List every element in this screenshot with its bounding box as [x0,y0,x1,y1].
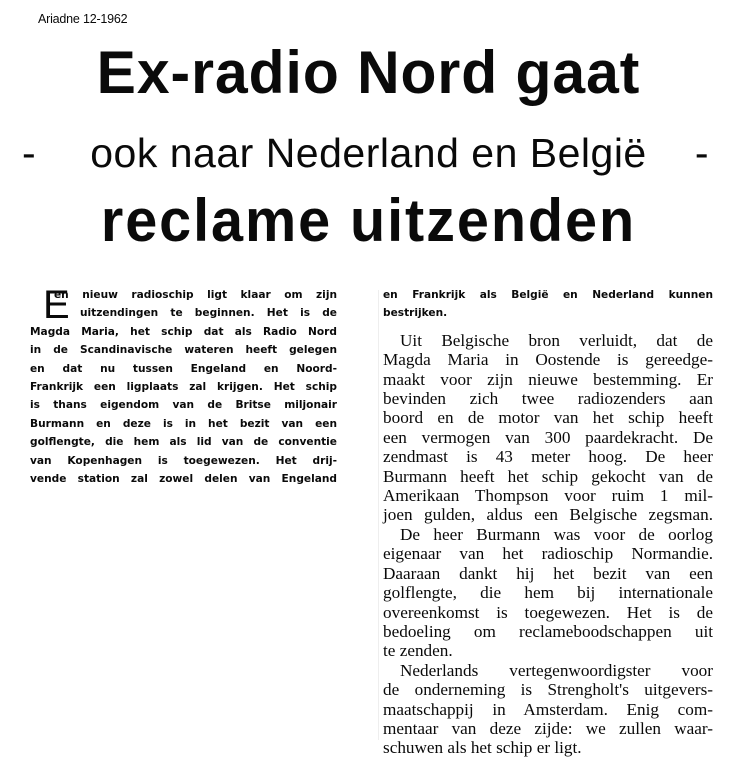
text-line: Uit Belgische bron verluidt, dat de [400,330,713,350]
text-line: Magda Maria in Oostende is gereedge- [383,350,713,370]
article-column-left [30,283,337,488]
text-line: en nieuw radioschip ligt klaar om zijn [54,289,337,301]
text-line: Frankrijk een ligplaats zal krijgen. Het schip [30,380,337,393]
text-line: golflengte, die hem als lid van de conventie [30,436,337,449]
text-line: en dat nu tussen Engeland en Noord- [30,362,337,375]
text-line: vende station zal zowel delen van Engeland [30,472,337,485]
subtitle-dash-left: - [22,130,37,176]
text-line: zendmast is 43 meter hoog. De heer [383,447,713,467]
text-line: Burmann heeft het schip gekocht van de [383,466,713,486]
text-line: Magda Maria, het schip dat als Radio Nord [30,325,337,338]
text-line: joen gulden, aldus een Belgische zegsman. [383,505,713,525]
text-line: in de Scandinavische wateren heeft gelegen [30,344,337,357]
text-line: te zenden. [383,641,453,661]
text-line: een vermogen van 300 paardekracht. De [383,427,713,447]
text-line: Amerikaan Thompson voor ruim 1 mil- [383,486,713,506]
paragraph-1 [383,331,713,525]
text-line: bestrijken. [383,307,448,320]
text-line: en Frankrijk als België en Nederland kunnen [383,289,713,301]
source-label: Ariadne 12-1962 [38,12,128,26]
drop-cap: E [43,283,70,327]
text-line: Burmann en deze is in het bezit van een [30,417,337,430]
subtitle-text: ook naar Nederland en België [90,130,647,176]
text-line: schuwen als het schip er ligt. [383,738,582,758]
paragraph-2 [383,525,713,661]
subtitle-dash-right: - [694,130,709,176]
headline-subtitle [0,130,737,177]
text-line: De heer Burmann was voor de oorlog [400,524,713,544]
article-column-right [383,286,713,758]
text-line: is thans eigendom van de Britse miljonair [30,399,337,412]
text-line: bevinden zich twee radiozenders aan [383,389,713,409]
intro-continuation [383,286,713,323]
text-line: bedoeling om reclameboodschappen uit [383,621,713,641]
text-line: boord en de motor van het schip heeft [383,408,713,428]
column-divider [378,290,379,740]
paragraph-3 [383,661,713,758]
text-line: maakt voor zijn nieuwe bestemming. Er [383,369,713,389]
text-line: Daaraan dankt hij het bezit van een [383,563,713,583]
headline-main: Ex-radio Nord gaat [96,39,641,106]
text-line: golflengte, die hem bij internationale [383,583,713,603]
text-line: de onderneming is Strengholt's uitgevers- [383,680,713,700]
text-line: maatschappij in Amsterdam. Enig com- [383,699,713,719]
text-line: eigenaar van het radioschip Normandie. [383,544,713,564]
text-line: Nederlands vertegenwoordigster voor [400,660,713,680]
text-line: van Kopenhagen is toegewezen. Het drij- [30,454,337,467]
text-line: overeenkomst is toegewezen. Het is de [383,602,713,622]
headline-bottom: reclame uitzenden [100,187,637,254]
text-line: mentaar van deze zijde: we zullen waar- [383,718,713,738]
text-line: uitzendingen te beginnen. Het is de [80,307,337,320]
